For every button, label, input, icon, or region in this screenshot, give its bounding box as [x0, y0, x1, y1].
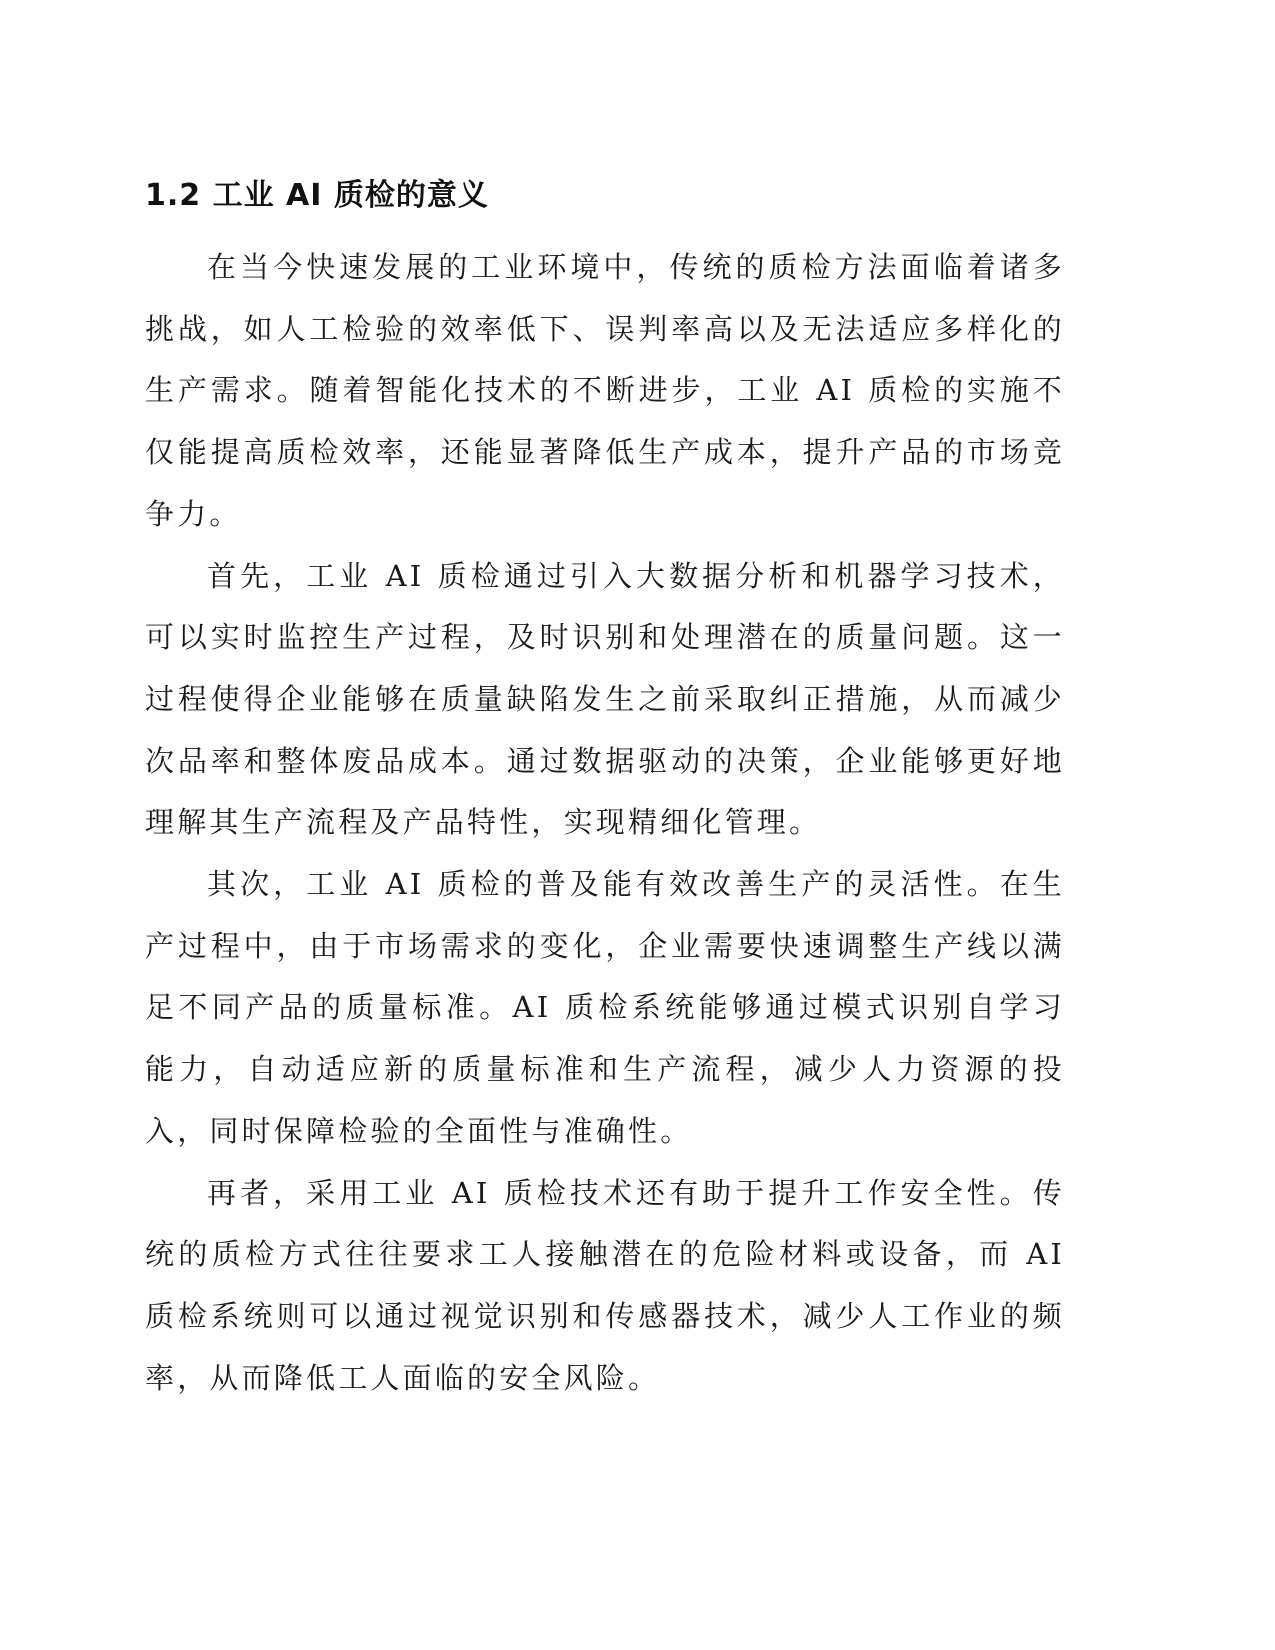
paragraph-significance-intro: 在当今快速发展的工业环境中，传统的质检方法面临着诸多挑战，如人工检验的效率低下、误判率高以及无法适应多样化的生产需求。随着智能化技术的不断进步，工业 AI 质检的实施不仅能提高质检效率，还能显著降低生产成本，提升产品的市场竞争力。 [145, 250, 1065, 531]
section-title: 1.2 工业 AI 质检的意义 [145, 178, 489, 213]
paragraph-third-point: 再者，采用工业 AI 质检技术还有助于提升工作安全性。传统的质检方式往往要求工人接触潜在的危险材料或设备，而 AI 质检系统则可以通过视觉识别和传感器技术，减少人工作业的频率，从而降低工人面临的安全风险。 [145, 1175, 1065, 1395]
document-page [145, 166, 1065, 1409]
paragraph-second-point: 其次，工业 AI 质检的普及能有效改善生产的灵活性。在生产过程中，由于市场需求的变化，企业需要快速调整生产线以满足不同产品的质量标准。AI 质检系统能够通过模式识别自学习能力，自动适应新的质量标准和生产流程，减少人力资源的投入，同时保障检验的全面性与准确性。 [145, 867, 1065, 1148]
paragraph-first-point: 首先，工业 AI 质检通过引入大数据分析和机器学习技术，可以实时监控生产过程，及时识别和处理潜在的质量问题。这一过程使得企业能够在质量缺陷发生之前采取纠正措施，从而减少次品率和整体废品成本。通过数据驱动的决策，企业能够更好地理解其生产流程及产品特性，实现精细化管理。 [145, 558, 1065, 840]
